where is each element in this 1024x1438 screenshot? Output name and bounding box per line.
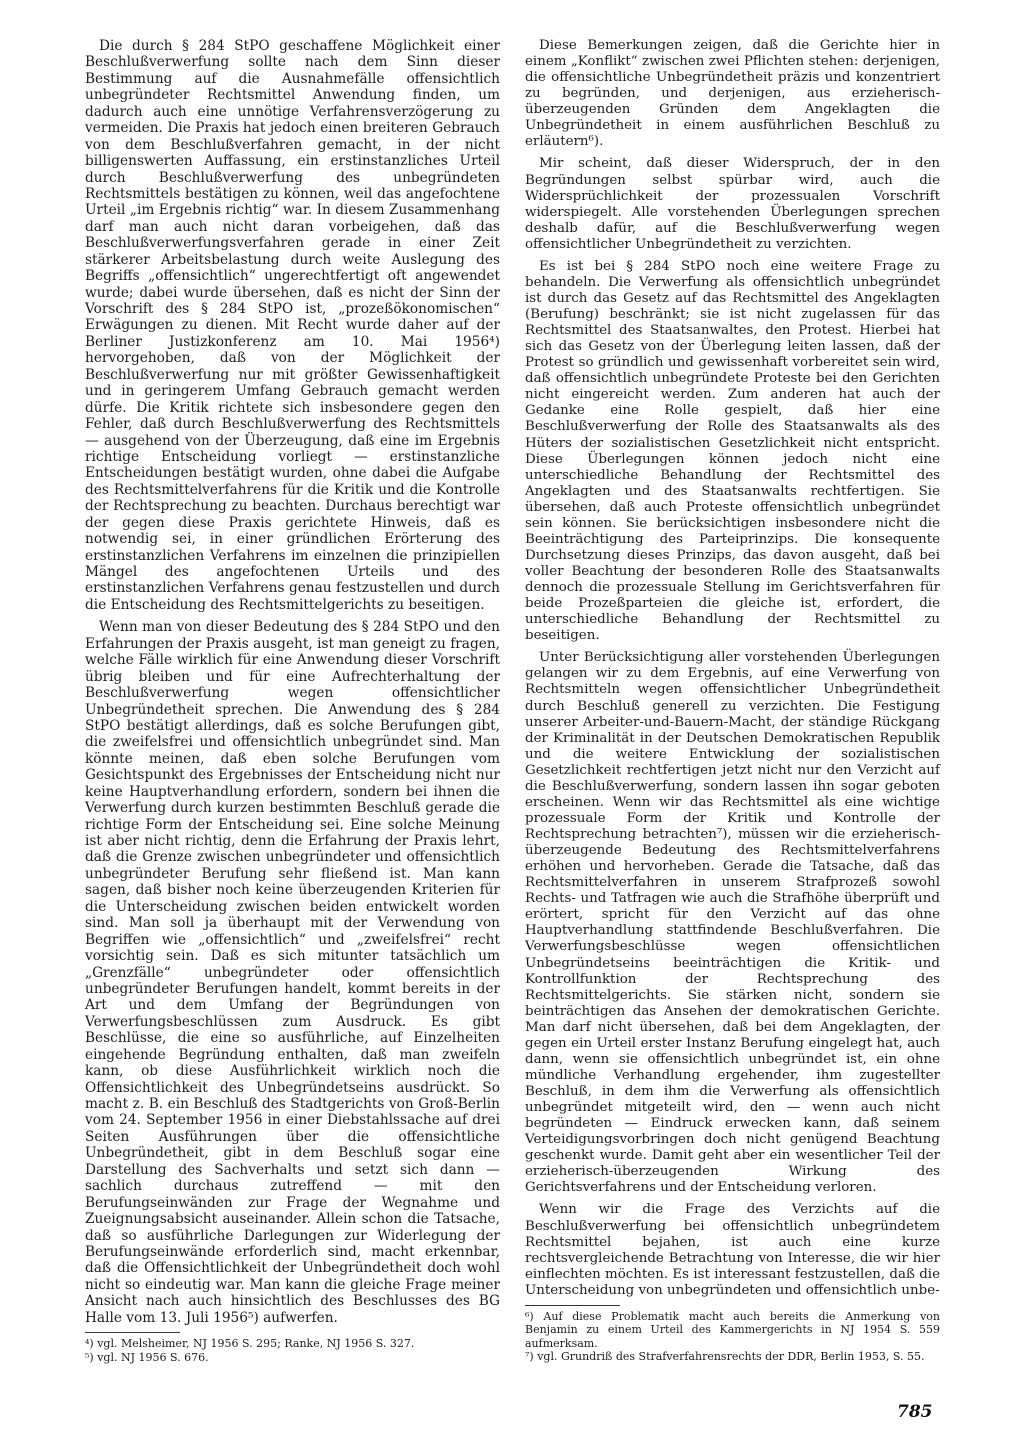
- left-text-body: [85, 38, 500, 1326]
- right-text-body: [525, 38, 940, 1299]
- paragraph: Unter Berücksichtigung aller vorstehenden Überlegungen gelangen wir zu dem Ergebnis, auf eine Verwerfung von Rechtsmitteln wegen offensichtlicher Unbegründetheit durch Beschluß generell zu verzichten. Die Festigung unserer Arbeiter-und-Bauern-Macht, der ständige Rückgang der Kriminalität in der Deutschen Demokratischen Republik und die weitere Entwicklung der sozialistischen Gesetzlichkeit rechtfertigen jetzt nicht nur den Verzicht auf die Beschlußverwerfung, sondern lassen ihn sogar geboten erscheinen. Wenn wir das Rechtsmittel als eine wichtige prozessuale Form der Kritik und Kontrolle der Rechtsprechung betrachten⁷), müssen wir die erzieherisch-überzeugende Bedeutung des Rechtsmittelverfahrens erhöhen und hervorheben. Gerade die Tatsache, daß das Rechtsmittelverfahren in unserem Strafprozeß sowohl Rechts- und Tatfragen wie auch die Strafhöhe überprüft und erörtert, spricht für den Verzicht auf das ohne Hauptverhandlung stattfindende Beschlußverfahren. Die Verwerfungsbeschlüsse wegen offensichtlichen Unbegründetseins beeinträchtigen die Kritik- und Kontrollfunktion der Rechtsprechung des Rechtsmittelgerichts. Sie stärken nicht, sondern sie beinträchtigen das Ansehen der demokratischen Gerichte. Man darf nicht übersehen, daß bei dem Angeklagten, der gegen ein Urteil erster Instanz Berufung eingelegt hat, auch dann, wenn sie offensichtlich unbegründet ist, ein ohne mündliche Verhandlung ergehender, ihm zugestellter Beschluß, in dem ihm die Verwerfung als offensichtlich unbegründet mitgeteilt wird, den — wenn auch nicht begründeten — Eindruck erwecken kann, daß seinem Verteidigungsvorbringen doch nicht genügend Beachtung geschenkt wurde. Damit geht aber ein wesentlicher Teil der erzieherisch-überzeugenden Wirkung des Gerichtsverfahrens und der Entscheidung verloren.: [525, 650, 940, 1196]
- paragraph: Diese Bemerkungen zeigen, daß die Gerichte hier in einem „Konflikt“ zwischen zwei Pflichten stehen: derjenigen, die offensichtliche Unbegründetheit präzis und konzentriert zu begründen, und derjenigen, aus erzieherisch-überzeugenden Gründen dem Angeklagten die Unbegründetheit in einem ausführlichen Beschluß zu erläutern⁶).: [525, 38, 940, 150]
- paragraph: Es ist bei § 284 StPO noch eine weitere Frage zu behandeln. Die Verwerfung als offensichtlich unbegründet ist durch das Gesetz auf das Rechtsmittel des Angeklagten (Berufung) beschränkt; sie ist nicht zugelassen für das Rechtsmittel des Staatsanwaltes, den Protest. Hierbei hat sich das Gesetz von der Überlegung leiten lassen, daß der Protest so gründlich und gewissenhaft vorbereitet sein wird, daß offensichtlich unbegründete Proteste bei den Gerichten nicht eingereicht werden. Zum anderen hat auch der Gedanke eine Rolle gespielt, daß hier eine Beschlußverwerfung der Rolle des Staatsanwalts als des Hüters der sozialistischen Gesetzlichkeit nicht entspricht. Diese Überlegungen können jedoch nicht eine unterschiedliche Behandlung der Rechtsmittel des Angeklagten und des Staatsanwalts rechtfertigen. Sie übersehen, daß auch Proteste offensichtlich unbegründet sein können. Sie berücksichtigen insbesondere nicht die Beeinträchtigung des Parteiprinzips. Die konsequente Durchsetzung dieses Prinzips, das davon ausgeht, daß bei voller Beachtung der besonderen Rolle des Staatsanwalts dennoch die prozessuale Stellung im Gerichtsverfahren für beide Prozeßparteien die gleiche ist, erfordert, die unterschiedliche Behandlung der Rechtsmittel zu beseitigen.: [525, 258, 940, 644]
- right-footnotes: [525, 1310, 940, 1364]
- left-column: [85, 38, 500, 1364]
- right-column: [525, 38, 940, 1364]
- footnote-divider: [85, 1332, 180, 1333]
- paragraph: Wenn wir die Frage des Verzichts auf die Beschlußverwerfung bei offensichtlich unbegründetem Rechtsmittel bejahen, ist auch eine kurze rechtsvergleichende Betrachtung von Interesse, die wir hier einflechten möchten. Es ist interessant festzustellen, daß die Unterscheidung von unbegründeten und offensichtlich unbe-: [525, 1202, 940, 1298]
- footnote: ⁵) vgl. NJ 1956 S. 676.: [85, 1350, 209, 1364]
- paragraph: Wenn man von dieser Bedeutung des § 284 StPO und den Erfahrungen der Praxis ausgeht, ist man geneigt zu fragen, welche Fälle wirklich für eine Anwendung dieser Vorschrift übrig bleiben und für eine Aufrechterhaltung der Beschlußverwerfung wegen offensichtlicher Unbegründetheit sprechen. Die Anwendung des § 284 StPO bestätigt allerdings, daß es solche Berufungen gibt, die zweifelsfrei und offensichtlich unbegründet sind. Man könnte meinen, daß eben solche Berufungen vom Gesichtspunkt des Ergebnisses der Entscheidung nicht nur keine Hauptverhandlung erfordern, sondern bei ihnen die Verwerfung durch kurzen bestimmten Beschluß gerade die richtige Form der Entscheidung sei. Eine solche Meinung ist aber nicht richtig, denn die Erfahrung der Praxis lehrt, daß die Grenze zwischen unbegründeter und offensichtlich unbegründeter Berufung sehr fließend ist. Man kann sagen, daß bisher noch keine überzeugenden Kriterien für die Unterscheidung zwischen beiden entwickelt worden sind. Man soll ja überhaupt mit der Verwendung von Begriffen wie „offensichtlich“ und „zweifelsfrei“ recht vorsichtig sein. Daß es sich mitunter tatsächlich um „Grenzfälle“ unbegründeter oder offensichtlich unbegründeter Berufungen handelt, kommt bereits in der Art und dem Umfang der Begründungen von Verwerfungsbeschlüssen zum Ausdruck. Es gibt Beschlüsse, die eine so ausführliche, auf Einzelheiten eingehende Begründung enthalten, daß man zweifeln kann, ob diese Ausführlichkeit wirklich noch die Offensichtlichkeit des Unbegründetseins ausdrückt. So macht z. B. ein Beschluß des Stadtgerichts von Groß-Berlin vom 24. September 1956 in einer Diebstahlssache auf drei Seiten Ausführungen über die offensichtliche Unbegründetheit, gibt in dem Beschluß sogar eine Darstellung des Sachverhalts und setzt sich dann — sachlich durchaus zutreffend — mit den Berufungseinwänden zur Frage der Wegnahme und Zueignungsabsicht auseinander. Allein schon die Tatsache, daß so ausführliche Darlegungen zur Widerlegung der Berufungseinwände erforderlich sind, macht erkennbar, daß die Offensichtlichkeit der Unbegründetheit doch wohl nicht so eindeutig war. Man kann die gleiche Frage meiner Ansicht nach auch hinsichtlich des Beschlusses des BG Halle vom 13. Juli 1956⁵) aufwerfen.: [85, 619, 500, 1326]
- paragraph: Die durch § 284 StPO geschaffene Möglichkeit einer Beschlußverwerfung sollte nach dem Sinn dieser Bestimmung auf die Ausnahmefälle offensichtlich unbegründeter Rechtsmittel Anwendung finden, um dadurch auch eine unnötige Verfahrensverzögerung zu vermeiden. Die Praxis hat jedoch einen breiteren Gebrauch von dem Beschlußverfahren gemacht, in der nicht billigenswerten Auffassung, ein erstinstanzliches Urteil durch Beschlußverwerfung des unbegründeten Rechtsmittels bestätigen zu können, weil das angefochtene Urteil „im Ergebnis richtig“ war. In diesem Zusammenhang darf man auch nicht daran vorbeigehen, daß das Beschlußverwerfungsverfahren gerade in einer Zeit stärkerer Arbeitsbelastung durch weite Auslegung des Begriffs „offensichtlich“ ungerechtfertigt oft angewendet wurde; dabei wurde übersehen, daß es nicht der Sinn der Vorschrift des § 284 StPO ist, „prozeßökonomischen“ Erwägungen zu dienen. Mit Recht wurde daher auf der Berliner Justizkonferenz am 10. Mai 1956⁴) hervorgehoben, daß von der Möglichkeit der Beschlußverwerfung nur mit größter Gewissenhaftigkeit und in geringerem Umfang Gebrauch gemacht werden dürfe. Die Kritik richtete sich insbesondere gegen den Fehler, daß durch Beschlußverwerfung des Rechtsmittels — ausgehend von der Überzeugung, daß eine im Ergebnis richtige Entscheidung vorliegt — erstinstanzliche Entscheidungen bestätigt wurden, ohne dabei die Aufgabe des Rechtsmittelverfahrens für die Kritik und die Kontrolle der Rechtsprechung zu beachten. Durchaus berechtigt war der gegen diese Praxis gerichtete Hinweis, daß es notwendig sei, in einer gründlichen Erörterung des erstinstanzlichen Verfahrens im einzelnen die prinzipiellen Mängel des angefochtenen Urteils und des erstinstanzlichen Verfahrens genau festzustellen und durch die Entscheidung des Rechtsmittelgerichts zu beseitigen.: [85, 38, 500, 613]
- footnote: ⁴) vgl. Melsheimer, NJ 1956 S. 295; Ranke, NJ 1956 S. 327.: [85, 1337, 415, 1351]
- footnote: ⁷) vgl. Grundriß des Strafverfahrensrechts der DDR, Berlin 1953, S. 55.: [525, 1350, 925, 1364]
- footnote: ⁶) Auf diese Problematik macht auch bereits die Anmerkung von Benjamin zu einem Urteil des Kammergerichts in NJ 1954 S. 559 aufmerksam.: [525, 1309, 940, 1350]
- footnote-divider: [525, 1305, 620, 1306]
- page-number: 785: [897, 1402, 933, 1422]
- left-footnotes: [85, 1337, 500, 1364]
- paragraph: Mir scheint, daß dieser Widerspruch, der in den Begründungen selbst spürbar wird, auch die Widersprüchlichkeit der prozessualen Vorschrift widerspiegelt. Alle vorstehenden Überlegungen sprechen deshalb dafür, auf die Beschlußverwerfung wegen offensichtlicher Unbegründetheit zu verzichten.: [525, 156, 940, 252]
